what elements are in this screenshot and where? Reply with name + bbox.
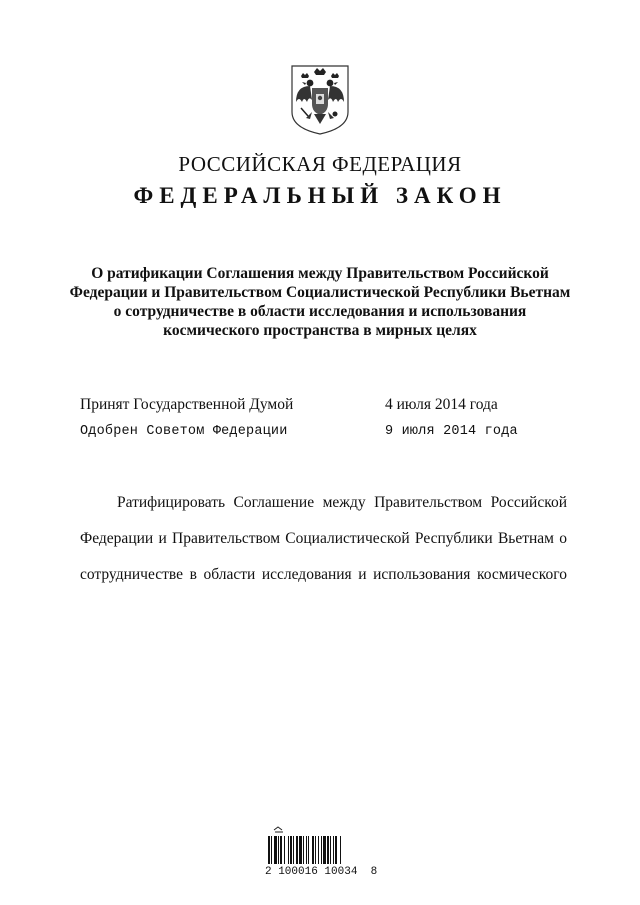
adoption-label: Одобрен Советом Федерации [80,424,288,439]
barcode-bar [333,836,334,864]
coat-of-arms-emblem [288,62,352,136]
barcode-bar [278,836,279,864]
barcode-bar [308,836,309,864]
law-title-line: о сотрудничестве в области исследования и использования [113,303,527,320]
adoption-row-duma [80,396,498,414]
barcode-bar [268,836,270,864]
barcode-bar [330,836,331,864]
barcode-bar [306,836,307,864]
barcode-bar [318,836,319,864]
barcode-bar [290,836,292,864]
barcode-bar [327,836,329,864]
barcode-bar [315,836,316,864]
barcode-bar [293,836,294,864]
barcode-bar [312,836,314,864]
barcode-bar [271,836,272,864]
barcode-icon [262,826,382,866]
barcode-bar [299,836,302,864]
adoption-label: Принят Государственной Думой [80,396,294,413]
barcode-bar [340,836,341,864]
body-line: Ратифицировать Соглашение между Правительством Российской [117,494,567,511]
law-title [60,264,580,340]
body-line: сотрудничестве в области исследования и использования космического [80,566,567,583]
russian-coat-of-arms-icon [288,62,352,136]
law-body [80,494,567,602]
adoption-row-federation-council [80,424,518,439]
barcode-bar [335,836,337,864]
barcode-bar [280,836,282,864]
barcode-number: 2 100016 10034 8 [265,866,378,878]
barcode-bar [303,836,304,864]
barcode-bar [321,836,322,864]
law-title-line: Федерации и Правительством Социалистической Республики Вьетнам [69,284,571,301]
law-title-line: О ратификации Соглашения между Правительством Российской [91,265,549,282]
adoption-date: 9 июля 2014 года [385,424,518,439]
barcode-bar [288,836,289,864]
body-line: Федерации и Правительством Социалистической Республики Вьетнам о [80,530,567,547]
adoption-date: 4 июля 2014 года [385,396,498,413]
barcode-bar [284,836,285,864]
barcode-bar [323,836,326,864]
barcode-bar [296,836,298,864]
country-name: РОССИЙСКАЯ ФЕДЕРАЦИЯ [178,152,462,176]
barcode-bar [274,836,277,864]
document-type: ФЕДЕРАЛЬНЫЙ ЗАКОН [133,183,507,208]
law-title-line: космического пространства в мирных целях [163,322,477,339]
